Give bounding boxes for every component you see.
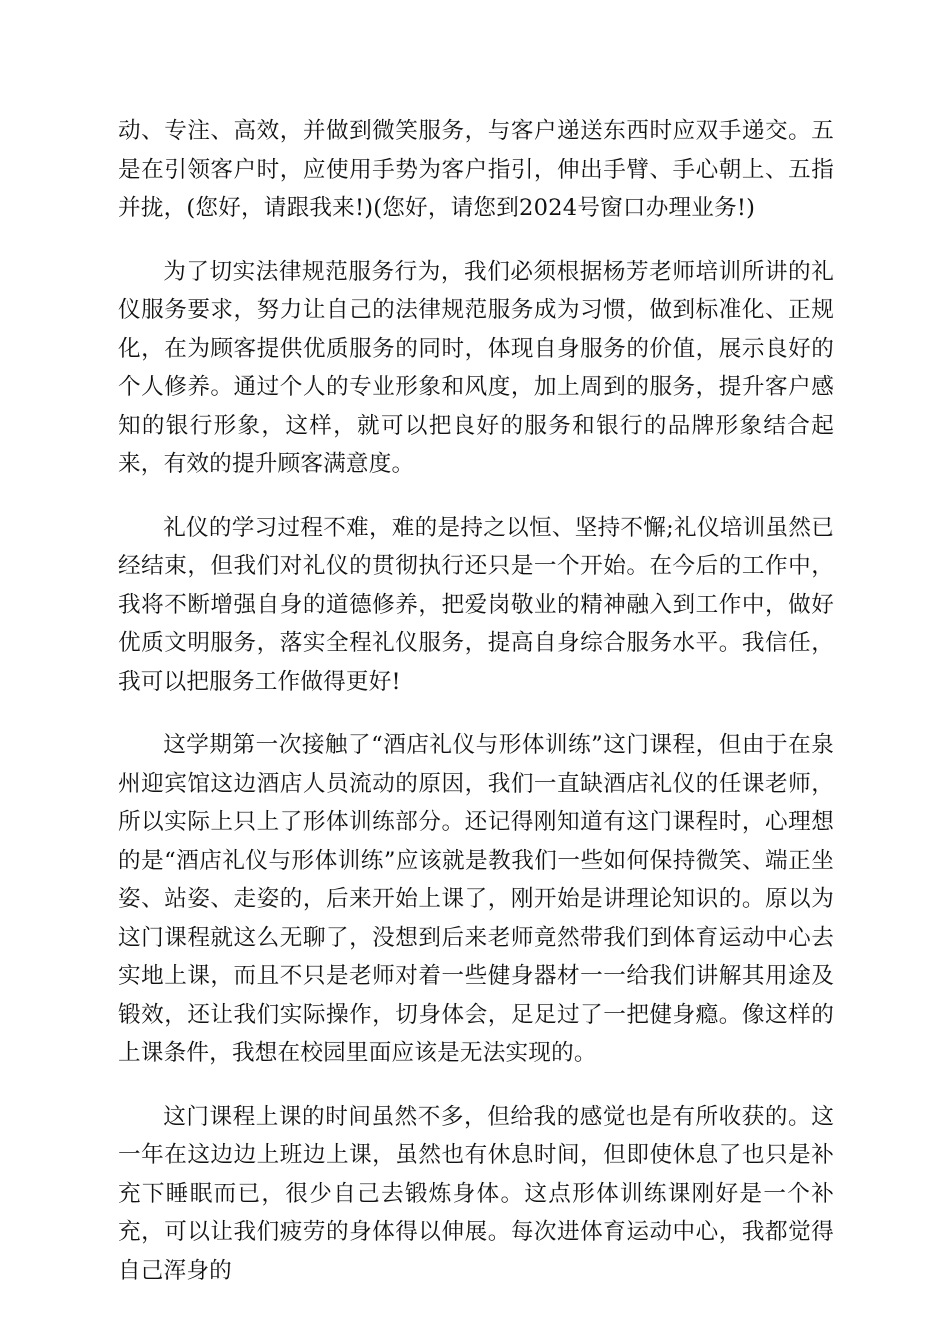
paragraph-2: 为了切实法律规范服务行为，我们必须根据杨芳老师培训所讲的礼仪服务要求，努力让自己的法律规范服务成为习惯，做到标准化、正规化，在为顾客提供优质服务的同时，体现自身服务的价值，展示良好的个人修养。通过个人的专业形象和风度，加上周到的服务，提升客户感知的银行形象，这样，就可以把良好的服务和银行的品牌形象结合起来，有效的提升顾客满意度。 — [118, 258, 834, 477]
paragraph-5: 这门课程上课的时间虽然不多，但给我的感觉也是有所收获的。这一年在这边边上班边上课，虽然也有休息时间，但即使休息了也只是补充下睡眠而已，很少自己去锻炼身体。这点形体训练课刚好是一个补充，可以让我们疲劳的身体得以伸展。每次进体育运动中心，我都觉得自己浑身的 — [118, 1103, 834, 1284]
document-page — [118, 112, 834, 1315]
paragraph-3: 礼仪的学习过程不难，难的是持之以恒、坚持不懈;礼仪培训虽然已经结束，但我们对礼仪的贯彻执行还只是一个开始。在今后的工作中，我将不断增强自身的道德修养，把爱岗敬业的精神融入到工作中，做好优质文明服务，落实全程礼仪服务，提高自身综合服务水平。我信任，我可以把服务工作做得更好! — [118, 514, 834, 695]
paragraph-4: 这学期第一次接触了“酒店礼仪与形体训练”这门课程，但由于在泉州迎宾馆这边酒店人员流动的原因，我们一直缺酒店礼仪的任课老师，所以实际上只上了形体训练部分。还记得刚知道有这门课程时，心理想的是“酒店礼仪与形体训练”应该就是教我们一些如何保持微笑、端正坐姿、站姿、走姿的，后来开始上课了，刚开始是讲理论知识的。原以为这门课程就这么无聊了，没想到后来老师竟然带我们到体育运动中心去实地上课，而且不只是老师对着一些健身器材一一给我们讲解其用途及锻效，还让我们实际操作，切身体会，足足过了一把健身瘾。像这样的上课条件，我想在校园里面应该是无法实现的。 — [118, 732, 834, 1066]
paragraph-1: 动、专注、高效，并做到微笑服务，与客户递送东西时应双手递交。五是在引领客户时，应使用手势为客户指引，伸出手臂、手心朝上、五指并拢，(您好，请跟我来!)(您好，请您到2024号窗口办理业务!) — [118, 118, 834, 221]
